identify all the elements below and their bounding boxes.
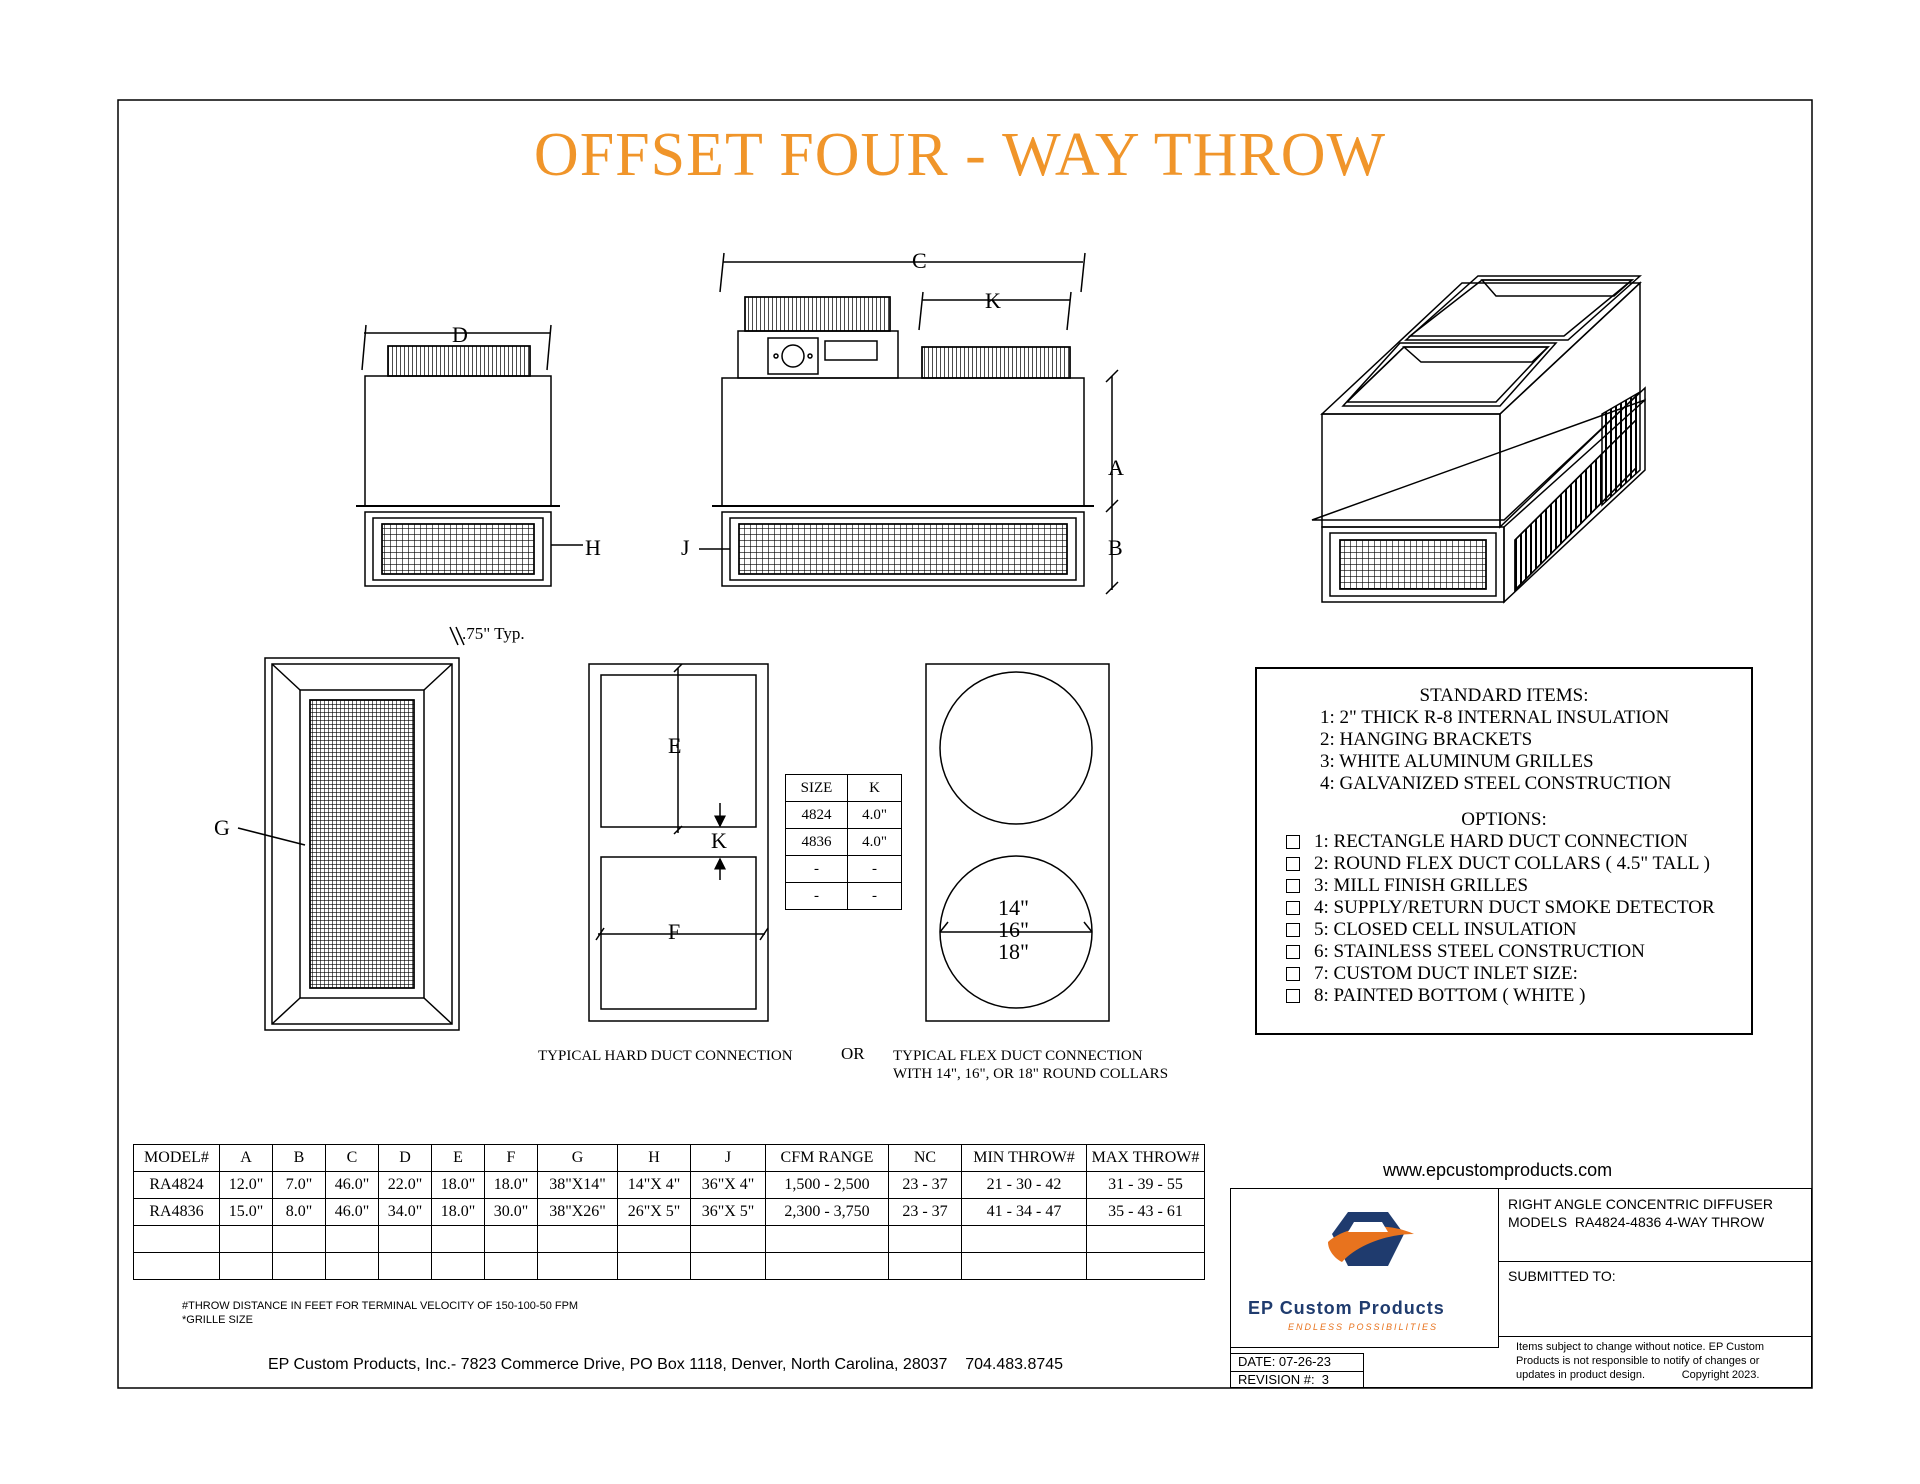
option-row[interactable] xyxy=(1286,919,1577,941)
standard-items-heading: STANDARD ITEMS: xyxy=(1419,685,1589,706)
checkbox-icon[interactable] xyxy=(1286,835,1300,849)
product-line-1: RIGHT ANGLE CONCENTRIC DIFFUSER xyxy=(1508,1196,1773,1212)
size-table-header-cell: SIZE xyxy=(786,775,848,802)
option-label: 5: CLOSED CELL INSULATION xyxy=(1314,919,1577,940)
product-line-2: MODELS RA4824-4836 4-WAY THROW xyxy=(1508,1214,1765,1230)
table-row xyxy=(786,883,902,910)
company-logo-icon xyxy=(1318,1204,1418,1284)
disclaimer-line: Items subject to change without notice. EP Custom xyxy=(1516,1341,1765,1353)
table-cell: 26"X 5" xyxy=(618,1199,691,1226)
table-cell: 46.0" xyxy=(326,1199,379,1226)
option-label: 1: RECTANGLE HARD DUCT CONNECTION xyxy=(1314,831,1688,852)
k-cell: - xyxy=(848,856,902,883)
table-cell: 23 - 37 xyxy=(889,1199,962,1226)
collar-16-label: 16" xyxy=(998,917,1029,942)
table-row xyxy=(134,1172,1205,1199)
table-cell: RA4836 xyxy=(134,1199,220,1226)
typ-note: .75" Typ. xyxy=(462,624,525,643)
grille-plan-view xyxy=(238,627,464,1030)
footnote-throw: #THROW DISTANCE IN FEET FOR TERMINAL VELOCITY OF 150-100-50 FPM xyxy=(182,1300,579,1312)
option-label: 2: ROUND FLEX DUCT COLLARS ( 4.5" TALL ) xyxy=(1314,853,1710,874)
k-cell: - xyxy=(848,883,902,910)
logo-tagline: ENDLESS POSSIBILITIES xyxy=(1288,1322,1439,1332)
model-table xyxy=(133,1144,1205,1280)
table-row xyxy=(134,1199,1205,1226)
dim-g-label: G xyxy=(214,815,230,840)
date-text: DATE: 07-26-23 xyxy=(1238,1354,1331,1369)
option-row[interactable] xyxy=(1286,875,1528,897)
logo-company-name: EP Custom Products xyxy=(1248,1298,1445,1318)
header-cell: CFM RANGE xyxy=(766,1145,889,1172)
dim-e-label: E xyxy=(668,733,682,758)
flex-duct-connection xyxy=(926,664,1109,1021)
checkbox-icon[interactable] xyxy=(1286,989,1300,1003)
flex-duct-caption-2: WITH 14", 16", OR 18" ROUND COLLARS xyxy=(893,1066,1169,1082)
header-cell: F xyxy=(485,1145,538,1172)
size-table-header xyxy=(786,775,902,802)
table-cell: 2,300 - 3,750 xyxy=(766,1199,889,1226)
table-cell: 21 - 30 - 42 xyxy=(962,1172,1087,1199)
size-cell: - xyxy=(786,856,848,883)
dim-d-label: D xyxy=(452,322,468,347)
dim-h-label: H xyxy=(585,535,601,560)
table-cell: 18.0" xyxy=(485,1172,538,1199)
option-label: 3: MILL FINISH GRILLES xyxy=(1314,875,1529,896)
header-cell: MIN THROW# xyxy=(962,1145,1087,1172)
table-row xyxy=(134,1226,1205,1253)
standard-item: 3: WHITE ALUMINUM GRILLES xyxy=(1320,751,1594,772)
table-cell: 34.0" xyxy=(379,1199,432,1226)
size-cell: 4824 xyxy=(786,802,848,829)
size-table xyxy=(785,774,902,910)
table-cell: 41 - 34 - 47 xyxy=(962,1199,1087,1226)
table-cell: 15.0" xyxy=(220,1199,273,1226)
checkbox-icon[interactable] xyxy=(1286,945,1300,959)
table-row xyxy=(786,802,902,829)
option-row[interactable] xyxy=(1286,831,1688,853)
dim-b-label: B xyxy=(1108,535,1123,560)
front-view xyxy=(699,253,1118,594)
option-row[interactable] xyxy=(1286,853,1710,875)
standard-item: 2: HANGING BRACKETS xyxy=(1320,729,1533,750)
table-cell: 38"X26" xyxy=(538,1199,618,1226)
option-label: 7: CUSTOM DUCT INLET SIZE: xyxy=(1314,963,1578,984)
header-cell: C xyxy=(326,1145,379,1172)
option-row[interactable] xyxy=(1286,985,1585,1007)
table-cell: 22.0" xyxy=(379,1172,432,1199)
standard-item: 1: 2" THICK R-8 INTERNAL INSULATION xyxy=(1320,707,1670,728)
table-cell: 31 - 39 - 55 xyxy=(1087,1172,1205,1199)
table-cell: 38"X14" xyxy=(538,1172,618,1199)
table-row xyxy=(786,829,902,856)
dim-f-label: F xyxy=(668,919,681,944)
dim-c-label: C xyxy=(912,248,927,273)
or-caption: OR xyxy=(841,1044,865,1063)
disclaimer-line: Products is not responsible to notify of changes or xyxy=(1516,1355,1760,1367)
table-cell: 18.0" xyxy=(432,1172,485,1199)
isometric-view xyxy=(1312,276,1645,602)
table-cell: 1,500 - 2,500 xyxy=(766,1172,889,1199)
collar-18-label: 18" xyxy=(998,939,1029,964)
k-cell: 4.0" xyxy=(848,802,902,829)
table-cell: 36"X 4" xyxy=(691,1172,766,1199)
table-row xyxy=(134,1253,1205,1280)
option-label: 4: SUPPLY/RETURN DUCT SMOKE DETECTOR xyxy=(1314,897,1715,918)
table-cell: 14"X 4" xyxy=(618,1172,691,1199)
k-cell: 4.0" xyxy=(848,829,902,856)
option-label: 6: STAINLESS STEEL CONSTRUCTION xyxy=(1314,941,1645,962)
table-cell: 35 - 43 - 61 xyxy=(1087,1199,1205,1226)
disclaimer-line: updates in product design. Copyright 2023. xyxy=(1516,1369,1760,1381)
table-cell: 30.0" xyxy=(485,1199,538,1226)
header-cell: B xyxy=(273,1145,326,1172)
table-row xyxy=(786,856,902,883)
header-cell: H xyxy=(618,1145,691,1172)
checkbox-icon[interactable] xyxy=(1286,879,1300,893)
drawing-title: OFFSET FOUR - WAY THROW xyxy=(533,121,1387,189)
table-cell: RA4824 xyxy=(134,1172,220,1199)
header-cell: D xyxy=(379,1145,432,1172)
collar-14-label: 14" xyxy=(998,895,1029,920)
dim-k-label: K xyxy=(985,288,1001,313)
flex-duct-caption-1: TYPICAL FLEX DUCT CONNECTION xyxy=(893,1048,1143,1064)
size-cell: 4836 xyxy=(786,829,848,856)
table-cell: 18.0" xyxy=(432,1199,485,1226)
table-cell: 36"X 5" xyxy=(691,1199,766,1226)
checkbox-icon[interactable] xyxy=(1286,857,1300,871)
revision-text: REVISION #: 3 xyxy=(1238,1372,1330,1387)
option-row[interactable] xyxy=(1286,963,1578,985)
size-cell: - xyxy=(786,883,848,910)
side-view xyxy=(356,325,583,586)
header-cell: E xyxy=(432,1145,485,1172)
table-cell: 8.0" xyxy=(273,1199,326,1226)
option-row[interactable] xyxy=(1286,941,1645,963)
header-cell: MODEL# xyxy=(134,1145,220,1172)
header-cell: NC xyxy=(889,1145,962,1172)
header-cell: A xyxy=(220,1145,273,1172)
option-row[interactable] xyxy=(1286,897,1715,919)
table-cell: 12.0" xyxy=(220,1172,273,1199)
table-cell: 7.0" xyxy=(273,1172,326,1199)
header-cell: G xyxy=(538,1145,618,1172)
size-table-header-cell: K xyxy=(848,775,902,802)
company-address: EP Custom Products, Inc.- 7823 Commerce Drive, PO Box 1118, Denver, North Carolina, 28037 704.483.8745 xyxy=(268,1356,1064,1373)
option-label: 8: PAINTED BOTTOM ( WHITE ) xyxy=(1314,985,1586,1006)
footnote-grille: *GRILLE SIZE xyxy=(182,1314,253,1326)
dim-k2-label: K xyxy=(711,828,727,853)
checkbox-icon[interactable] xyxy=(1286,901,1300,915)
table-cell: 23 - 37 xyxy=(889,1172,962,1199)
checkbox-icon[interactable] xyxy=(1286,967,1300,981)
standard-item: 4: GALVANIZED STEEL CONSTRUCTION xyxy=(1320,773,1672,794)
table-cell: 46.0" xyxy=(326,1172,379,1199)
submitted-to-label: SUBMITTED TO: xyxy=(1508,1268,1616,1284)
website-link[interactable]: www.epcustomproducts.com xyxy=(1383,1160,1613,1180)
header-cell: J xyxy=(691,1145,766,1172)
standard-items-box xyxy=(1255,667,1753,1035)
checkbox-icon[interactable] xyxy=(1286,923,1300,937)
dim-j-label: J xyxy=(681,535,690,560)
options-heading: OPTIONS: xyxy=(1461,809,1547,830)
hard-duct-caption: TYPICAL HARD DUCT CONNECTION xyxy=(538,1048,793,1064)
dim-a-label: A xyxy=(1108,455,1124,480)
header-cell: MAX THROW# xyxy=(1087,1145,1205,1172)
hard-duct-connection xyxy=(589,664,768,1021)
model-table-header xyxy=(134,1145,1205,1172)
